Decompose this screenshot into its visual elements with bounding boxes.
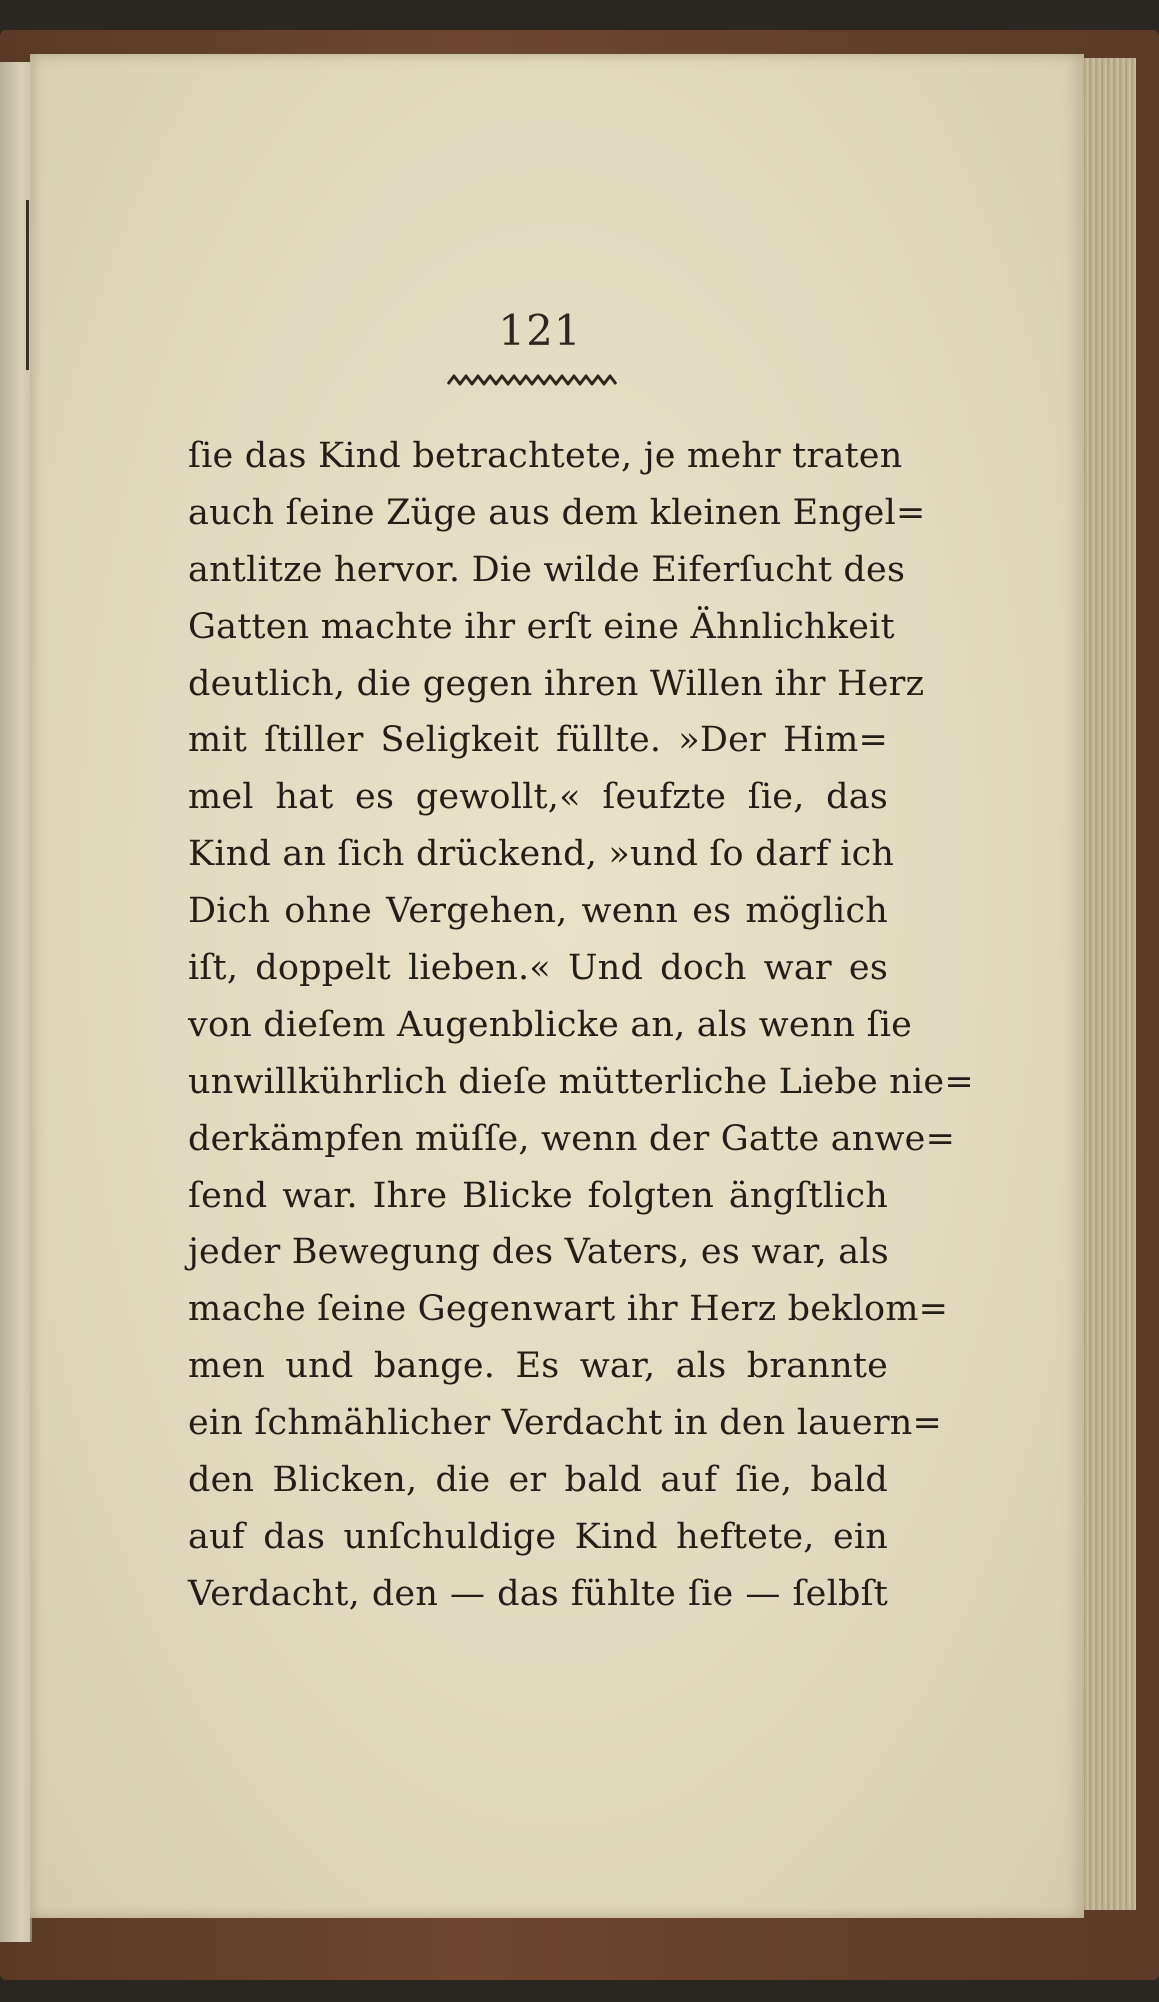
text-line-18: ein ſchmählicher Verdacht in den lauern= (188, 1403, 943, 1444)
page-number: 121 (498, 306, 582, 355)
text-line-16: mache ſeine Gegenwart ihr Herz beklom= (188, 1289, 949, 1330)
text-line-8: Kind an ſich drückend, »und ſo darf ich (188, 834, 895, 875)
text-line-12: unwillkührlich dieſe mütterliche Liebe nie= (188, 1061, 974, 1102)
text-line-6: mit ſtiller Seligkeit füllte. »Der Him= (188, 720, 888, 761)
text-line-15: jeder Bewegung des Vaters, es war, als (188, 1232, 889, 1273)
text-line-11: von dieſem Augenblicke an, als wenn ſie (188, 1004, 913, 1045)
text-line-21: Verdacht, den — das fühlte ſie — ſelbſt (188, 1573, 888, 1614)
text-line-20: auf das unſchuldige Kind heftete, ein (188, 1516, 888, 1557)
page-edges-stack (1078, 58, 1136, 1910)
text-line-4: Gatten machte ihr erſt eine Ähnlichkeit (188, 606, 895, 647)
text-line-2: auch ſeine Züge aus dem kleinen Engel= (188, 492, 926, 533)
text-line-14: ſend war. Ihre Blicke folgten ängſtlich (188, 1175, 888, 1216)
text-line-13: derkämpfen müſſe, wenn der Gatte anwe= (188, 1118, 956, 1159)
body-text (188, 428, 974, 1623)
wave-ornament-icon (446, 372, 622, 388)
text-line-19: den Blicken, die er bald auf ſie, bald (188, 1460, 888, 1501)
text-line-17: men und bange. Es war, als brannte (188, 1346, 888, 1387)
text-line-9: Dich ohne Vergehen, wenn es möglich (188, 891, 888, 932)
text-line-3: antlitze hervor. Die wilde Eiferſucht des (188, 549, 906, 590)
text-line-5: deutlich, die gegen ihren Willen ihr Herz (188, 663, 925, 704)
text-line-1: ſie das Kind betrachtete, je mehr traten (188, 436, 903, 476)
text-line-10: iſt, doppelt lieben.« Und doch war es (188, 948, 888, 989)
text-line-7: mel hat es gewollt,« ſeufzte ſie, das (188, 777, 888, 818)
